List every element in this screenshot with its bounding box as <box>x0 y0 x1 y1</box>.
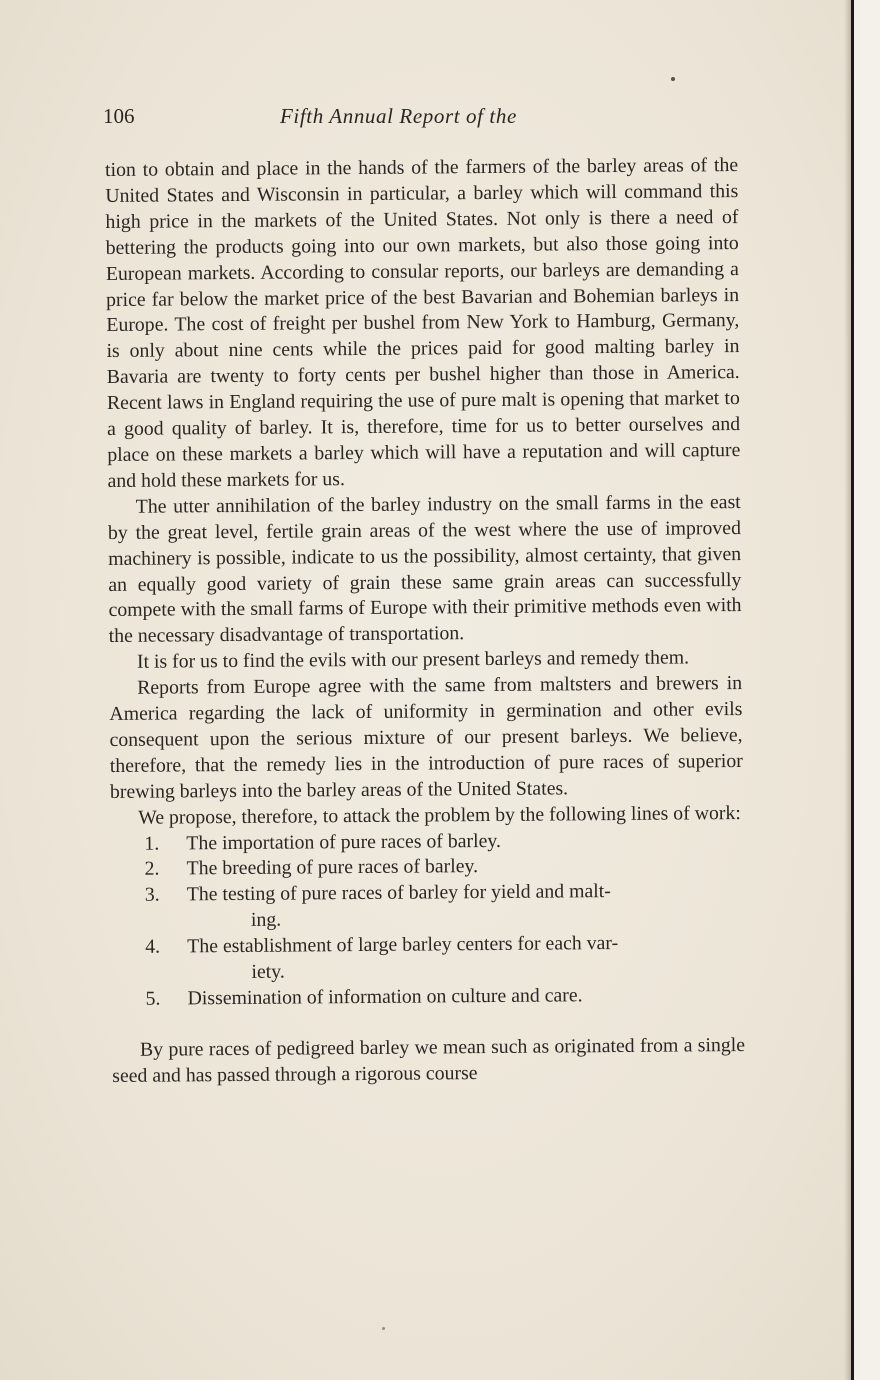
work-list <box>110 827 744 1013</box>
body-text <box>105 153 745 1090</box>
paragraph: Reports from Europe agree with the same from maltsters and brewers in America regarding the lack of uniformity in germination and other evils consequent upon the serious mixture of our present barleys. We believe, therefore, that the remedy lies in the introduction of pure races of superior brewing barleys into the barley areas of the United States. <box>109 672 743 803</box>
binding-shadow <box>844 0 851 1380</box>
ink-speck <box>671 77 675 81</box>
list-number: 3. <box>144 883 160 907</box>
page-number: 106 <box>103 104 135 128</box>
list-number: 4. <box>145 935 161 958</box>
list-item <box>111 878 744 935</box>
paragraph: The utter annihilation of the barley industry on the small farms in the east by the great level, fertile grain areas of the west where the use of improved machinery is possible, indicate to us the possibility, almost certainty, that given an equally good variety of grain these same grain areas can successfully compete with the small farms of Europe with their primitive methods even with the necessary disadvantage of transportation. <box>107 490 742 648</box>
closing-paragraph: By pure races of pedigreed barley we mean such as originated from a single seed and has passed through a rigorous course <box>112 1033 746 1087</box>
page-header <box>103 104 743 134</box>
ink-speck <box>382 1327 385 1330</box>
facing-page-margin <box>854 0 880 1380</box>
list-text: The testing of pure races of barley for yield and malt- <box>186 880 611 906</box>
list-number: 2. <box>144 858 160 881</box>
paragraph: We propose, therefore, to attack the problem by the following lines of work: <box>138 801 741 829</box>
list-text: Dissemination of information on culture and care. <box>187 984 583 1010</box>
list-text: The breeding of pure races of barley. <box>186 855 479 880</box>
paragraph: It is for us to find the evils with our present barleys and remedy them. <box>136 646 690 673</box>
list-number: 5. <box>145 987 161 1010</box>
list-number: 1. <box>144 832 160 855</box>
list-text-continuation: ing. <box>250 908 282 932</box>
list-item <box>112 982 745 1013</box>
paragraph: tion to obtain and place in the hands of the farmers of the barley areas of the United States and Wisconsin in particular, a barley which will command this high price in the markets of the United States. Not only is there a need of bettering the products going into our own markets, but also those going into European markets. According to consular reports, our barleys are demanding a price far below the market price of the best Bavarian and Bohemian barleys in Europe. The cost of freight per bushel from New York to Hamburg, Germany, is only about nine cents while the prices paid for good malting barley in Bavaria are twenty to forty cents per bushel higher than those in America. Recent laws in England requiring the use of pure malt is opening that market to a good quality of barley. It is, therefore, time for us to better ourselves and place on these markets a barley which will have a reputation and will capture and hold these markets for us. <box>105 154 741 492</box>
list-text: The establishment of large barley centers for each var- <box>187 932 619 958</box>
running-title: Fifth Annual Report of the <box>280 104 517 128</box>
list-text: The importation of pure races of barley. <box>186 829 502 854</box>
list-item <box>111 930 744 987</box>
list-text-continuation: iety. <box>251 960 285 983</box>
